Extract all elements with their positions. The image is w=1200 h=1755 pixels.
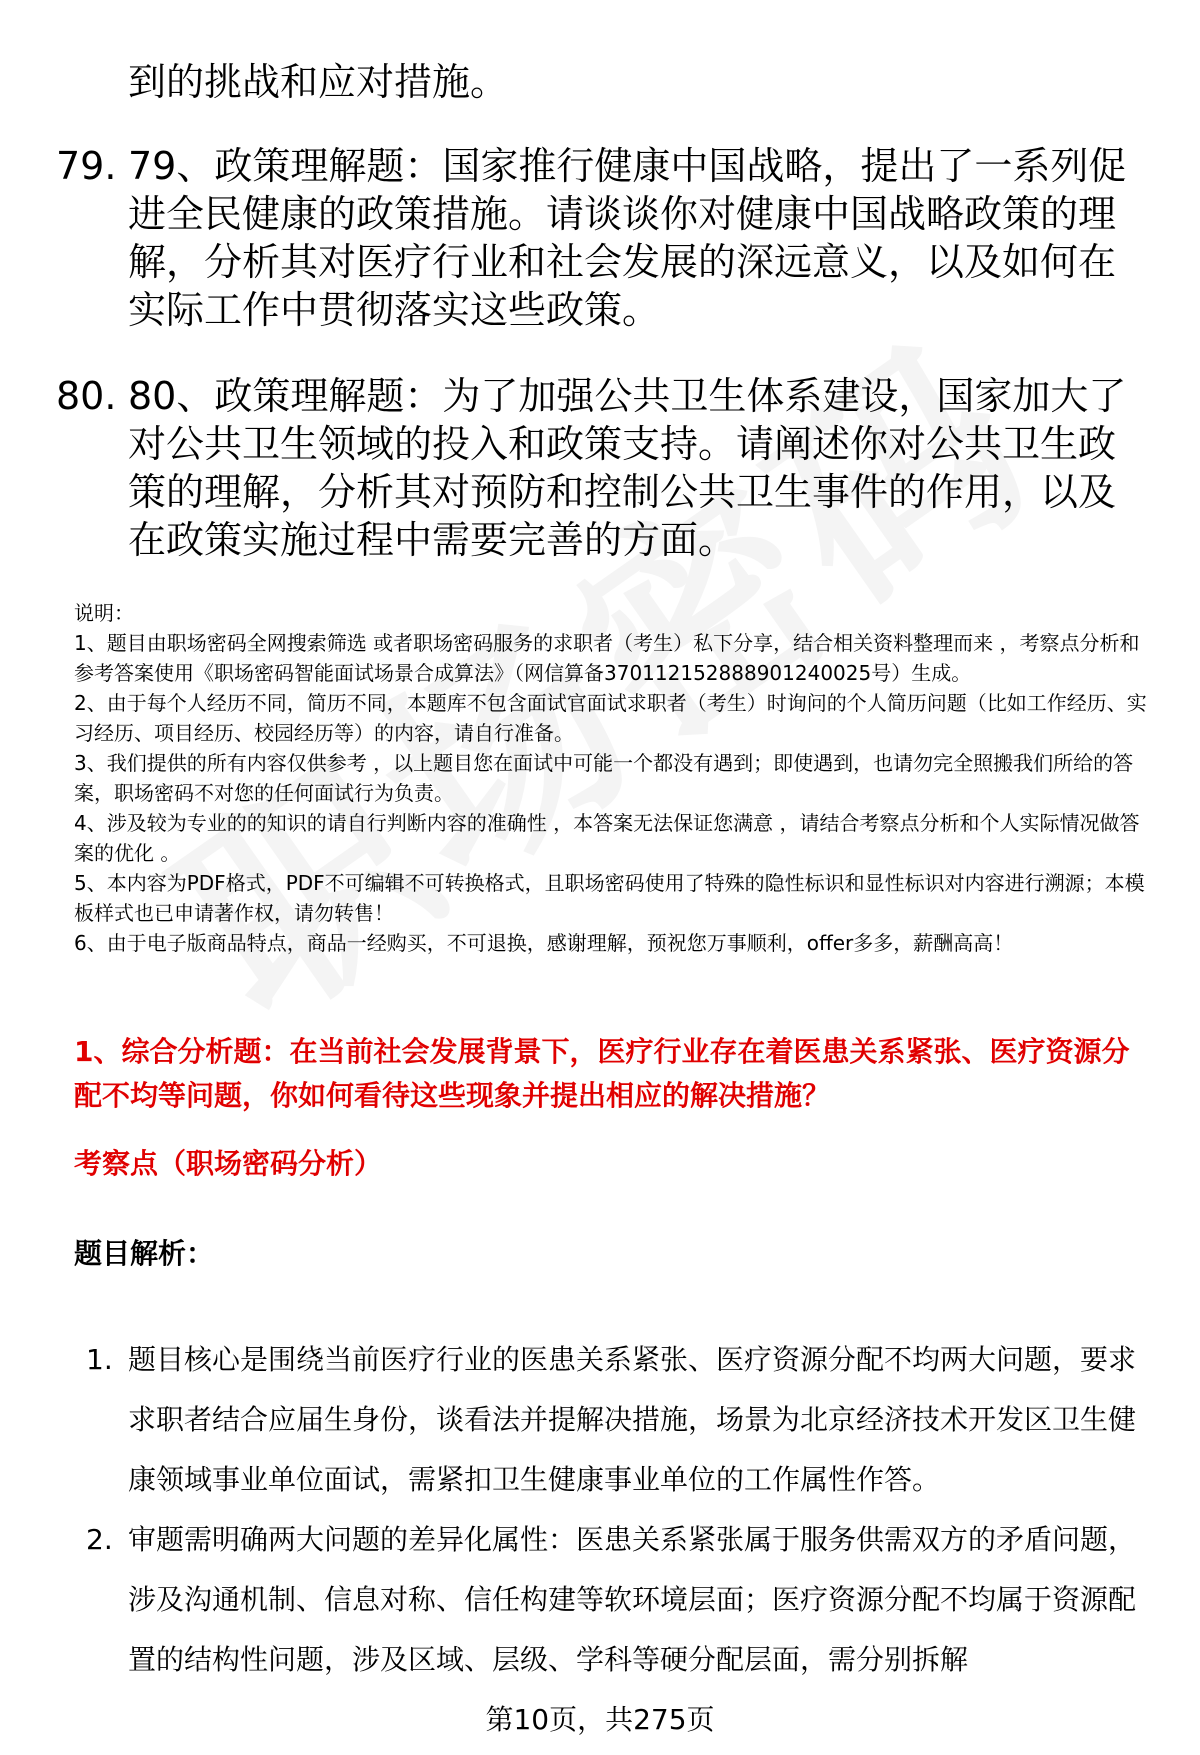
analysis-title: 题目解析：	[74, 1237, 215, 1270]
notes-title: 说明：	[74, 601, 134, 625]
list-item	[80, 1330, 1150, 1510]
list-item-text: 80、政策理解题：为了加强公共卫生体系建设，国家加大了对公共卫生领域的投入和政策支持。请阐述你对公共卫生政策的理解，分析其对预防和控制公共卫生事件的作用，以及在政策实施过程中需要完善的方面。	[128, 374, 1127, 562]
list-item-text: 79、政策理解题：国家推行健康中国战略，提出了一系列促进全民健康的政策措施。请谈谈你对健康中国战略政策的理解，分析其对医疗行业和社会发展的深远意义，以及如何在实际工作中贯彻落实这些政策。	[128, 144, 1127, 332]
continued-question-text: 到的挑战和应对措施。	[128, 60, 509, 104]
question-heading: 1、综合分析题：在当前社会发展背景下，医疗行业存在着医患关系紧张、医疗资源分配不均等问题，你如何看待这些现象并提出相应的解决措施？	[74, 1035, 1130, 1112]
notes-item: 5、本内容为PDF格式，PDF不可编辑不可转换格式，且职场密码使用了特殊的隐性标识和显性标识对内容进行溯源；本模板样式也已申请著作权，请勿转售！	[74, 871, 1145, 925]
notes-item: 6、由于电子版商品特点，商品一经购买，不可退换，感谢理解，预祝您万事顺利，offer多多，薪酬高高！	[74, 931, 1014, 955]
list-item	[80, 1510, 1150, 1690]
exam-point-heading: 考察点（职场密码分析）	[74, 1147, 383, 1180]
notes-item: 1、题目由职场密码全网搜索筛选 或者职场密码服务的求职者（考生）私下分享，结合相关资料整理而来 ，考察点分析和参考答案使用《职场密码智能面试场景合成算法》（网信算备370112152888901240025号）生成。	[74, 631, 1140, 685]
notes-item: 3、我们提供的所有内容仅供参考 ，以上题目您在面试中可能一个都没有遇到；即使遇到，也请勿完全照搬我们所给的答案，职场密码不对您的任何面试行为负责。	[74, 751, 1134, 805]
list-item-number: 2.	[86, 1523, 113, 1556]
list-item-number: 79.	[56, 144, 117, 188]
notes-item: 2、由于每个人经历不同，简历不同，本题库不包含面试官面试求职者（考生）时询问的个人简历问题（比如工作经历、实习经历、项目经历、校园经历等）的内容，请自行准备。	[74, 691, 1147, 745]
list-item	[56, 372, 1146, 564]
notes-block	[74, 598, 1154, 958]
list-item-number: 1.	[86, 1343, 113, 1376]
list-item-number: 80.	[56, 374, 117, 418]
list-item	[56, 142, 1146, 334]
notes-item: 4、涉及较为专业的的知识的请自行判断内容的准确性 ，本答案无法保证您满意 ，请结合考察点分析和个人实际情况做答案的优化 。	[74, 811, 1140, 865]
list-item-text: 审题需明确两大问题的差异化属性：医患关系紧张属于服务供需双方的矛盾问题，涉及沟通机制、信息对称、信任构建等软环境层面；医疗资源分配不均属于资源配置的结构性问题，涉及区域、层级、学科等硬分配层面，需分别拆解	[128, 1523, 1137, 1676]
page-number: 第10页，共275页	[485, 1703, 715, 1736]
list-item-text: 题目核心是围绕当前医疗行业的医患关系紧张、医疗资源分配不均两大问题，要求求职者结合应届生身份，谈看法并提解决措施，场景为北京经济技术开发区卫生健康领域事业单位面试，需紧扣卫生健康事业单位的工作属性作答。	[128, 1343, 1137, 1496]
analysis-list	[80, 1330, 1150, 1690]
